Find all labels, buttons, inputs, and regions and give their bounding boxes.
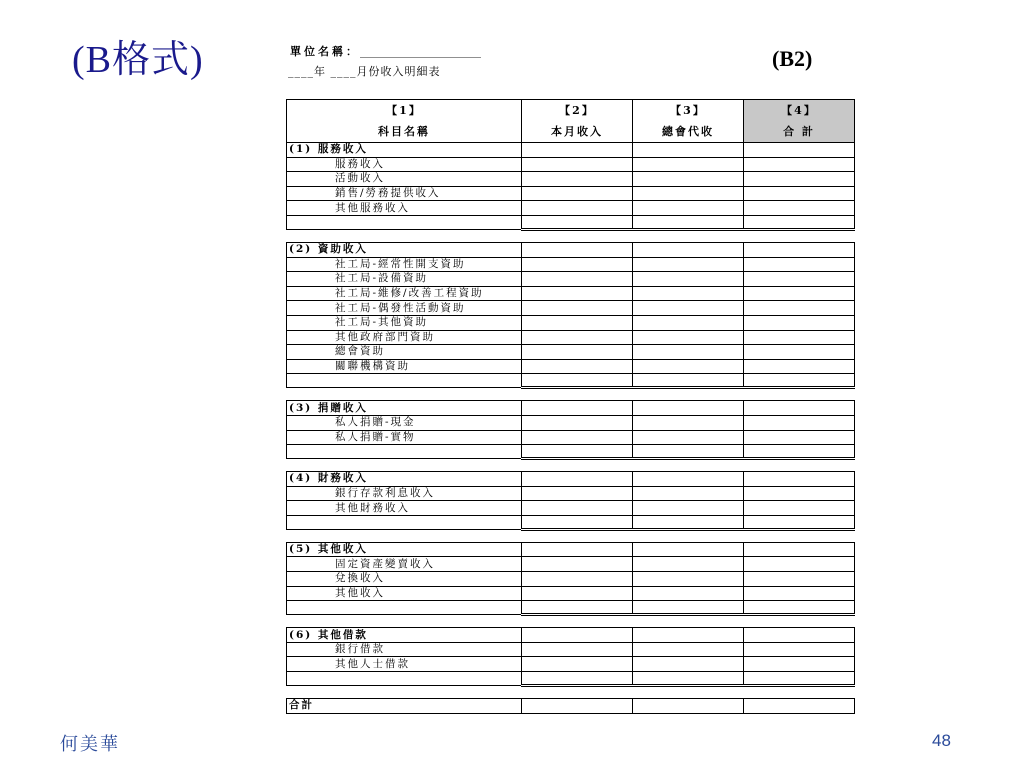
table-row <box>287 642 855 657</box>
section-row <box>287 143 855 158</box>
account-item: 其他收入 <box>287 586 522 601</box>
table-row <box>287 572 855 587</box>
col-3-number: 【3】 <box>633 100 744 122</box>
amount-cell[interactable] <box>522 657 633 672</box>
section-row <box>287 628 855 643</box>
table-row <box>287 586 855 601</box>
amount-cell[interactable] <box>744 415 855 430</box>
account-item: 社工局-其他資助 <box>287 315 522 330</box>
page-number: 48 <box>932 731 951 750</box>
amount-cell[interactable] <box>633 445 744 459</box>
amount-cell[interactable] <box>522 345 633 360</box>
amount-cell[interactable] <box>744 557 855 572</box>
amount-cell[interactable] <box>633 157 744 172</box>
amount-cell[interactable] <box>522 157 633 172</box>
account-item: 其他政府部門資助 <box>287 330 522 345</box>
amount-cell[interactable] <box>744 215 855 229</box>
amount-cell[interactable] <box>633 345 744 360</box>
amount-cell[interactable] <box>633 699 744 714</box>
amount-cell[interactable] <box>744 315 855 330</box>
account-item: 銷售/勞務提供收入 <box>287 186 522 201</box>
section-heading: (6) 其他借款 <box>287 628 522 643</box>
amount-cell[interactable] <box>522 215 633 229</box>
account-item: 總會資助 <box>287 345 522 360</box>
table-row <box>287 272 855 287</box>
col-2-number: 【2】 <box>522 100 633 122</box>
section-heading: (1) 服務收入 <box>287 143 522 158</box>
subtotal-row <box>287 601 855 615</box>
col-3-header: 總會代收 <box>633 121 744 143</box>
amount-cell[interactable] <box>522 445 633 459</box>
amount-cell[interactable] <box>633 515 744 529</box>
account-item: 兌換收入 <box>287 572 522 587</box>
subtotal-row <box>287 672 855 686</box>
amount-cell[interactable] <box>744 572 855 587</box>
table-row <box>287 330 855 345</box>
amount-cell[interactable] <box>744 501 855 516</box>
amount-cell[interactable] <box>522 330 633 345</box>
amount-cell[interactable] <box>744 374 855 388</box>
amount-cell[interactable] <box>744 242 855 257</box>
col-1-header: 科目名稱 <box>287 121 522 143</box>
amount-cell[interactable] <box>744 330 855 345</box>
amount-cell[interactable] <box>633 657 744 672</box>
amount-cell[interactable] <box>633 586 744 601</box>
amount-cell[interactable] <box>633 542 744 557</box>
amount-cell[interactable] <box>522 486 633 501</box>
amount-cell[interactable] <box>744 445 855 459</box>
amount-cell[interactable] <box>522 515 633 529</box>
amount-cell[interactable] <box>522 374 633 388</box>
amount-cell[interactable] <box>522 401 633 416</box>
amount-cell[interactable] <box>633 374 744 388</box>
amount-cell[interactable] <box>744 272 855 287</box>
amount-cell[interactable] <box>522 586 633 601</box>
amount-cell[interactable] <box>744 286 855 301</box>
amount-cell[interactable] <box>633 501 744 516</box>
table-row <box>287 157 855 172</box>
section-gap <box>287 229 855 242</box>
grand-total-label: 合計 <box>287 699 522 714</box>
table-row <box>287 359 855 374</box>
subtotal-row <box>287 374 855 388</box>
section-heading: (5) 其他收入 <box>287 542 522 557</box>
subtotal-label-cell <box>287 374 522 388</box>
amount-cell[interactable] <box>744 172 855 187</box>
table-row <box>287 345 855 360</box>
account-item: 社工局-偶發性活動資助 <box>287 301 522 316</box>
table-row <box>287 186 855 201</box>
amount-cell[interactable] <box>522 572 633 587</box>
amount-cell[interactable] <box>744 486 855 501</box>
amount-cell[interactable] <box>633 415 744 430</box>
section-gap <box>287 529 855 542</box>
amount-cell[interactable] <box>633 301 744 316</box>
account-item: 銀行存款利息收入 <box>287 486 522 501</box>
amount-cell[interactable] <box>744 401 855 416</box>
table-row <box>287 201 855 216</box>
amount-cell[interactable] <box>633 143 744 158</box>
amount-cell[interactable] <box>633 242 744 257</box>
amount-cell[interactable] <box>633 486 744 501</box>
amount-cell[interactable] <box>633 672 744 686</box>
amount-cell[interactable] <box>744 586 855 601</box>
account-item: 其他服務收入 <box>287 201 522 216</box>
amount-cell[interactable] <box>633 557 744 572</box>
amount-cell[interactable] <box>522 472 633 487</box>
section-row <box>287 472 855 487</box>
subtotal-label-cell <box>287 672 522 686</box>
amount-cell[interactable] <box>522 542 633 557</box>
amount-cell[interactable] <box>744 672 855 686</box>
section-heading: (3) 捐贈收入 <box>287 401 522 416</box>
account-item: 銀行借款 <box>287 642 522 657</box>
subtotal-label-cell <box>287 445 522 459</box>
amount-cell[interactable] <box>744 186 855 201</box>
amount-cell[interactable] <box>633 257 744 272</box>
amount-cell[interactable] <box>744 143 855 158</box>
table-row <box>287 501 855 516</box>
table-row <box>287 301 855 316</box>
subtotal-label-cell <box>287 601 522 615</box>
account-item: 私人捐贈-實物 <box>287 430 522 445</box>
section-row <box>287 242 855 257</box>
table-row <box>287 486 855 501</box>
amount-cell[interactable] <box>633 315 744 330</box>
amount-cell[interactable] <box>633 286 744 301</box>
col-1-number: 【1】 <box>287 100 522 122</box>
amount-cell[interactable] <box>744 472 855 487</box>
table-row <box>287 430 855 445</box>
section-gap <box>287 686 855 699</box>
amount-cell[interactable] <box>633 430 744 445</box>
amount-cell[interactable] <box>744 257 855 272</box>
account-item: 社工局-維修/改善工程資助 <box>287 286 522 301</box>
income-detail-table <box>286 99 854 714</box>
account-item: 關聯機構資助 <box>287 359 522 374</box>
table-row <box>287 172 855 187</box>
table-row <box>287 286 855 301</box>
amount-cell[interactable] <box>744 642 855 657</box>
amount-cell[interactable] <box>522 201 633 216</box>
amount-cell[interactable] <box>522 186 633 201</box>
amount-cell[interactable] <box>522 628 633 643</box>
amount-cell[interactable] <box>744 201 855 216</box>
table-row <box>287 415 855 430</box>
amount-cell[interactable] <box>522 272 633 287</box>
subtotal-row <box>287 215 855 229</box>
amount-cell[interactable] <box>633 201 744 216</box>
amount-cell[interactable] <box>744 542 855 557</box>
account-item: 其他人士借款 <box>287 657 522 672</box>
amount-cell[interactable] <box>522 699 633 714</box>
period-line: ____年 ____月份收入明細表 <box>288 65 441 78</box>
table-row <box>287 257 855 272</box>
amount-cell[interactable] <box>744 359 855 374</box>
unit-name-label: 單位名稱： <box>290 45 360 58</box>
amount-cell[interactable] <box>522 286 633 301</box>
account-item: 活動收入 <box>287 172 522 187</box>
amount-cell[interactable] <box>633 272 744 287</box>
section-gap <box>287 388 855 401</box>
amount-cell[interactable] <box>522 359 633 374</box>
amount-cell[interactable] <box>633 628 744 643</box>
amount-cell[interactable] <box>522 557 633 572</box>
amount-cell[interactable] <box>633 186 744 201</box>
account-item: 私人捐贈-現金 <box>287 415 522 430</box>
amount-cell[interactable] <box>522 501 633 516</box>
section-heading: (2) 資助收入 <box>287 242 522 257</box>
amount-cell[interactable] <box>633 472 744 487</box>
amount-cell[interactable] <box>522 143 633 158</box>
amount-cell[interactable] <box>522 672 633 686</box>
section-row <box>287 542 855 557</box>
section-heading: (4) 財務收入 <box>287 472 522 487</box>
amount-cell[interactable] <box>744 430 855 445</box>
author-name: 何美華 <box>60 734 120 755</box>
amount-cell[interactable] <box>744 628 855 643</box>
account-item: 固定資產變賣收入 <box>287 557 522 572</box>
amount-cell[interactable] <box>744 699 855 714</box>
account-item: 服務收入 <box>287 157 522 172</box>
table-row <box>287 315 855 330</box>
table-row <box>287 657 855 672</box>
amount-cell[interactable] <box>744 157 855 172</box>
subtotal-row <box>287 445 855 459</box>
account-item: 社工局-設備資助 <box>287 272 522 287</box>
amount-cell[interactable] <box>522 430 633 445</box>
subtotal-label-cell <box>287 515 522 529</box>
amount-cell[interactable] <box>744 601 855 615</box>
grand-total-row <box>287 699 855 714</box>
amount-cell[interactable] <box>633 642 744 657</box>
amount-cell[interactable] <box>522 242 633 257</box>
amount-cell[interactable] <box>633 601 744 615</box>
subtotal-row <box>287 515 855 529</box>
amount-cell[interactable] <box>522 601 633 615</box>
unit-name-blank: ______________________ <box>360 45 481 58</box>
slide-title: (B格式) <box>72 39 204 81</box>
amount-cell[interactable] <box>633 359 744 374</box>
section-row <box>287 401 855 416</box>
amount-cell[interactable] <box>522 172 633 187</box>
amount-cell[interactable] <box>522 301 633 316</box>
amount-cell[interactable] <box>633 401 744 416</box>
amount-cell[interactable] <box>522 257 633 272</box>
account-item: 其他財務收入 <box>287 501 522 516</box>
amount-cell[interactable] <box>522 642 633 657</box>
section-gap <box>287 615 855 628</box>
amount-cell[interactable] <box>633 572 744 587</box>
amount-cell[interactable] <box>744 301 855 316</box>
subtotal-label-cell <box>287 215 522 229</box>
section-gap <box>287 459 855 472</box>
amount-cell[interactable] <box>633 215 744 229</box>
unit-name-line <box>290 43 481 59</box>
amount-cell[interactable] <box>744 515 855 529</box>
col-2-header: 本月收入 <box>522 121 633 143</box>
form-code: (B2) <box>772 46 813 71</box>
amount-cell[interactable] <box>633 330 744 345</box>
amount-cell[interactable] <box>744 657 855 672</box>
col-4-header: 合 計 <box>744 121 855 143</box>
account-item: 社工局-經常性開支資助 <box>287 257 522 272</box>
amount-cell[interactable] <box>633 172 744 187</box>
col-4-number: 【4】 <box>744 100 855 122</box>
amount-cell[interactable] <box>744 345 855 360</box>
table-row <box>287 557 855 572</box>
amount-cell[interactable] <box>522 315 633 330</box>
amount-cell[interactable] <box>522 415 633 430</box>
